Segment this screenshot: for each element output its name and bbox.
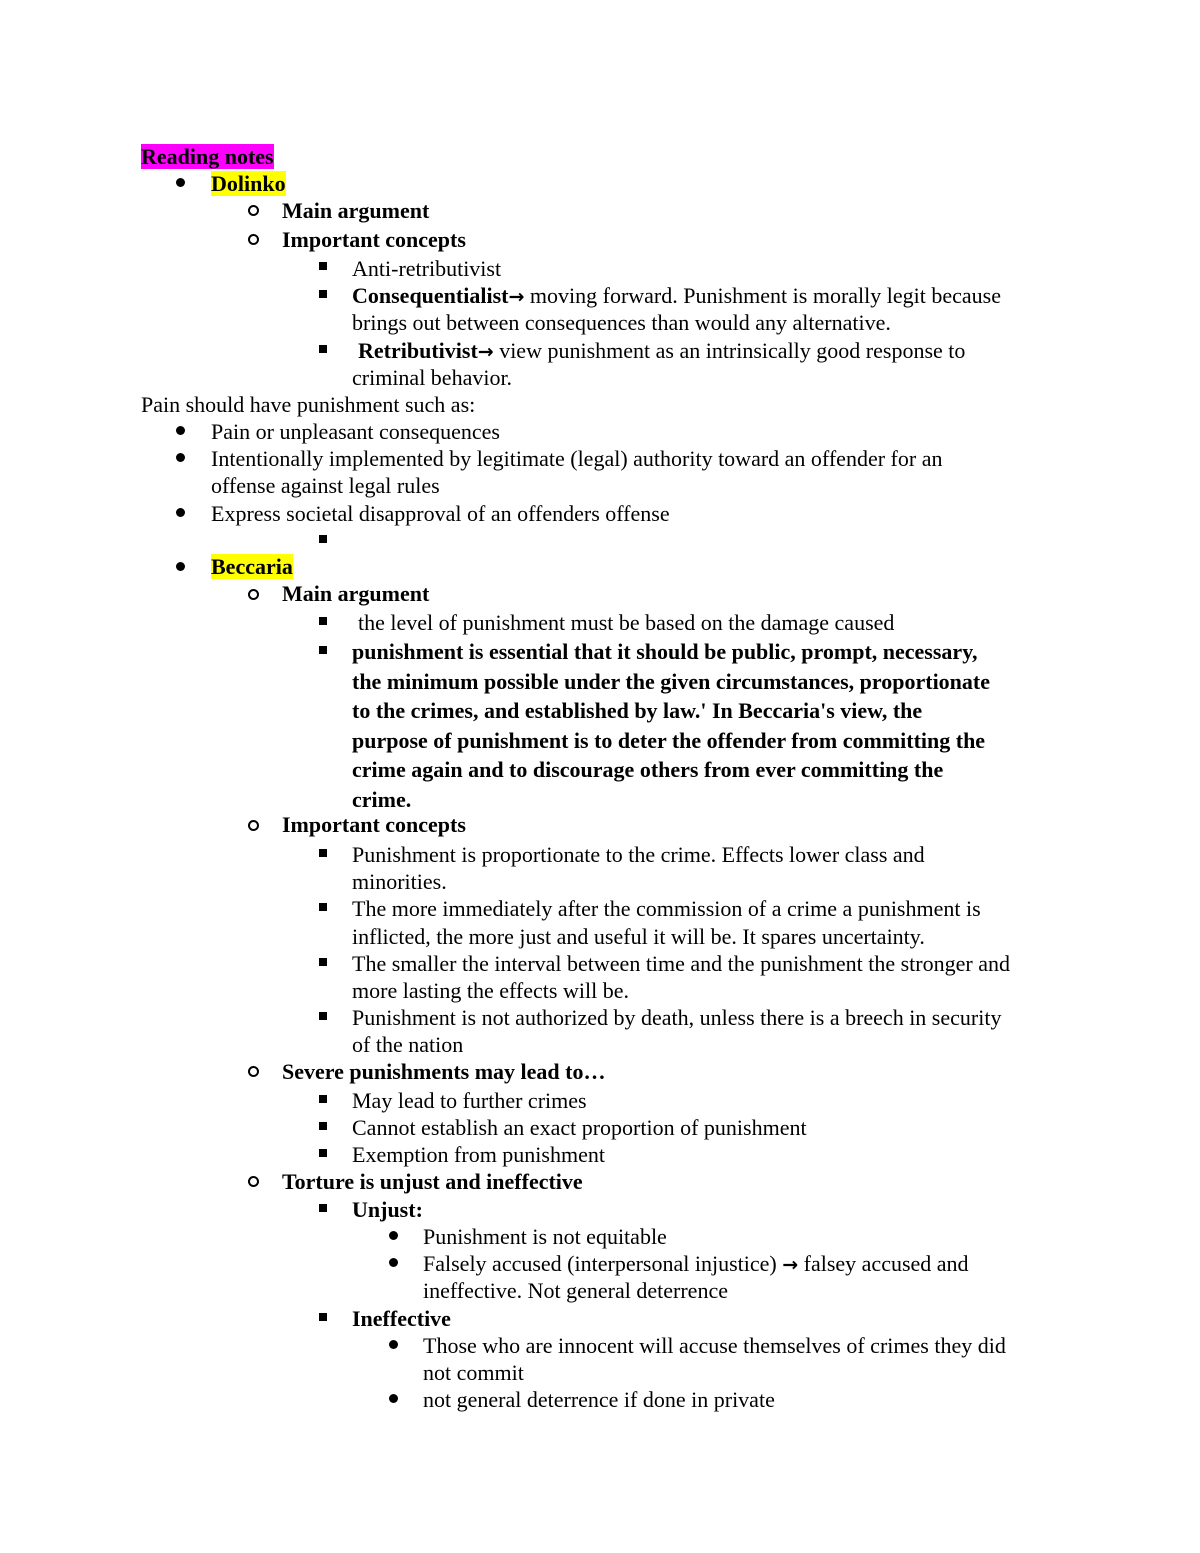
ineffective-heading: Ineffective — [352, 1306, 451, 1331]
consequentialist-term: Consequentialist — [352, 283, 509, 308]
bullet-square — [319, 903, 327, 911]
pain-intro: Pain should have punishment such as: — [141, 392, 476, 417]
ineffective-item-1-cont: not commit — [423, 1360, 524, 1385]
main-argument-item-2-line: crime. — [352, 786, 412, 812]
unjust-item-2 — [423, 1250, 969, 1279]
bullet-square — [319, 958, 327, 966]
bullet-disc — [176, 178, 185, 187]
bullet-square — [319, 290, 327, 298]
bullet-disc — [176, 562, 185, 571]
main-argument-item-1: the level of punishment must be based on the damage caused — [358, 610, 895, 635]
bullet-disc — [389, 1258, 398, 1267]
retributivist-text: view punishment as an intrinsically good response to — [493, 338, 966, 363]
bullet-square — [319, 1095, 327, 1103]
beccaria-heading — [211, 553, 293, 580]
bullet-square — [319, 849, 327, 857]
bullet-disc — [389, 1394, 398, 1403]
bullet-circle — [248, 820, 259, 831]
severe-item-1: May lead to further crimes — [352, 1088, 587, 1113]
dolinko-important-concepts: Important concepts — [282, 227, 466, 252]
unjust-item-2-text-end: falsey accused and — [798, 1251, 969, 1276]
concept-item-1-cont: minorities. — [352, 869, 447, 894]
bullet-square-empty-item — [319, 535, 327, 543]
page-title — [141, 143, 274, 170]
severe-item-3: Exemption from punishment — [352, 1142, 605, 1167]
consequentialist-text: moving forward. Punishment is morally legit because — [524, 283, 1001, 308]
main-argument-item-2-line: the minimum possible under the given circumstances, proportionate — [352, 668, 991, 694]
bullet-circle — [248, 1066, 259, 1077]
bullet-disc — [176, 426, 185, 435]
bullet-disc — [176, 508, 185, 517]
concept-item-4: Punishment is not authorized by death, unless there is a breech in security — [352, 1005, 1002, 1030]
bullet-square — [319, 1122, 327, 1130]
concept-consequentialist — [352, 282, 1001, 311]
pain-item-1: Pain or unpleasant consequences — [211, 419, 500, 444]
bullet-circle — [248, 234, 259, 245]
concept-item-1: Punishment is proportionate to the crime. Effects lower class and — [352, 842, 925, 867]
ineffective-item-2: not general deterrence if done in private — [423, 1387, 775, 1412]
torture-heading: Torture is unjust and ineffective — [282, 1169, 583, 1194]
concept-item-4-cont: of the nation — [352, 1032, 464, 1057]
unjust-heading: Unjust: — [352, 1197, 423, 1222]
bullet-disc — [389, 1340, 398, 1349]
concept-item-3-cont: more lasting the effects will be. — [352, 978, 629, 1003]
beccaria-main-argument: Main argument — [282, 581, 430, 606]
bullet-square — [319, 617, 327, 625]
unjust-item-2-text: Falsely accused (interpersonal injustice) — [423, 1251, 783, 1276]
beccaria-heading-highlight: Beccaria — [211, 554, 293, 579]
arrow-right-icon: → — [508, 286, 525, 308]
title-highlight: Reading notes — [141, 144, 274, 169]
pain-item-2-cont: offense against legal rules — [211, 473, 440, 498]
dolinko-main-argument: Main argument — [282, 198, 430, 223]
dolinko-heading-highlight: Dolinko — [211, 171, 286, 196]
bullet-square — [319, 646, 327, 654]
main-argument-item-2 — [352, 637, 990, 814]
bullet-square — [319, 345, 327, 353]
unjust-item-2-cont: ineffective. Not general deterrence — [423, 1278, 728, 1303]
concept-item-2-cont: inflicted, the more just and useful it will be. It spares uncertainty. — [352, 924, 925, 949]
bullet-circle — [248, 589, 259, 600]
main-argument-item-2-line: purpose of punishment is to deter the offender from committing the — [352, 727, 986, 753]
bullet-circle — [248, 1176, 259, 1187]
severe-item-2: Cannot establish an exact proportion of punishment — [352, 1115, 807, 1140]
arrow-right-icon: → — [477, 341, 494, 363]
bullet-disc — [389, 1231, 398, 1240]
bullet-circle — [248, 205, 259, 216]
severe-punishments-heading: Severe punishments may lead to… — [282, 1059, 606, 1084]
concept-item-3: The smaller the interval between time and the punishment the stronger and — [352, 951, 1010, 976]
concept-consequentialist-cont: brings out between consequences than would any alternative. — [352, 310, 891, 335]
concept-retributivist — [358, 337, 965, 366]
dolinko-heading — [211, 170, 286, 197]
arrow-right-icon: → — [782, 1254, 799, 1276]
unjust-item-1: Punishment is not equitable — [423, 1224, 667, 1249]
retributivist-term: Retributivist — [358, 338, 478, 363]
concept-item-2: The more immediately after the commission of a crime a punishment is — [352, 896, 981, 921]
main-argument-item-2-line: to the crimes, and established by law.' In Beccaria's view, the — [352, 698, 923, 723]
bullet-disc — [176, 453, 185, 462]
bullet-square — [319, 1204, 327, 1212]
main-argument-item-2-line: crime again and to discourage others from ever committing the — [352, 757, 944, 782]
pain-item-2: Intentionally implemented by legitimate (legal) authority toward an offender for an — [211, 446, 943, 471]
bullet-square — [319, 1149, 327, 1157]
concept-retributivist-cont: criminal behavior. — [352, 365, 513, 390]
beccaria-important-concepts: Important concepts — [282, 812, 466, 837]
bullet-square — [319, 1313, 327, 1321]
bullet-square — [319, 262, 327, 270]
bullet-square — [319, 1012, 327, 1020]
concept-anti-retributivist: Anti-retributivist — [352, 256, 502, 281]
main-argument-item-2-line: punishment is essential that it should be public, prompt, necessary, — [352, 639, 978, 664]
pain-item-3: Express societal disapproval of an offenders offense — [211, 501, 670, 526]
ineffective-item-1: Those who are innocent will accuse themselves of crimes they did — [423, 1333, 1006, 1358]
